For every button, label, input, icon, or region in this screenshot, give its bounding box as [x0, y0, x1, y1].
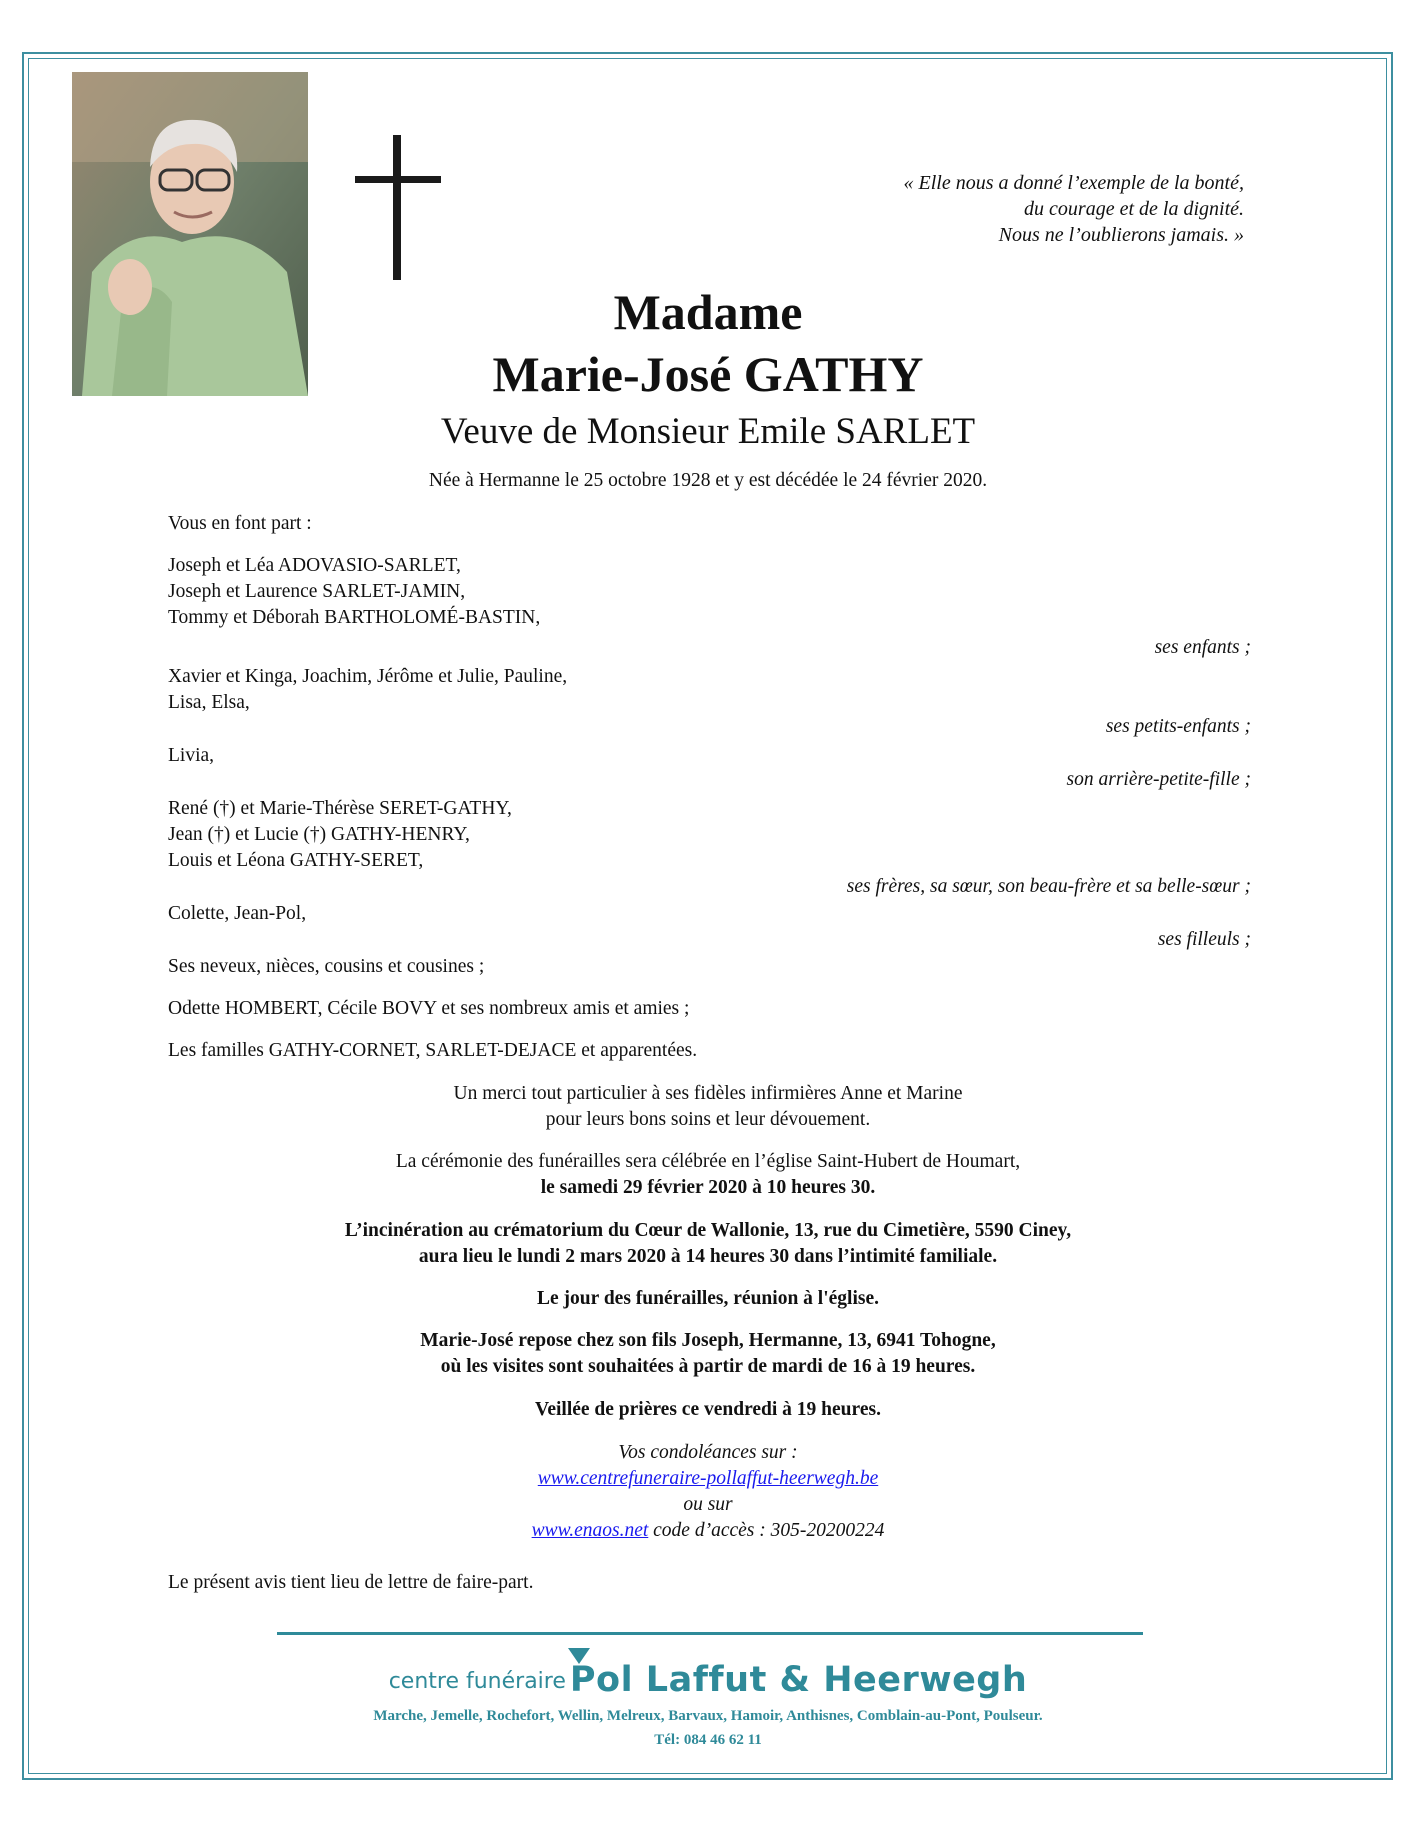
family-line: Odette HOMBERT, Cécile BOVY et ses nombreux amis et amies ; — [168, 998, 690, 1019]
meeting-line: Le jour des funérailles, réunion à l'église. — [537, 1288, 879, 1309]
relation-label: ses petits-enfants ; — [1105, 716, 1251, 737]
footer-phone: Tél: 084 46 62 11 — [654, 1732, 762, 1748]
deceased-name: Marie-José GATHY — [492, 346, 924, 402]
cremation-line: aura lieu le lundi 2 mars 2020 à 14 heures 30 dans l’intimité familiale. — [418, 1246, 998, 1267]
enaos-link[interactable]: www.enaos.net — [531, 1520, 649, 1541]
thanks-line: pour leurs bons soins et leur dévouement. — [545, 1109, 871, 1130]
condolences-intro: Vos condoléances sur : — [618, 1442, 798, 1463]
condolences-code-row — [0, 1518, 1416, 1544]
honorific: Madame — [613, 284, 803, 340]
birth-death-dates: Née à Hermanne le 25 octobre 1928 et y est décédée le 24 février 2020. — [428, 470, 988, 491]
announce-intro: Vous en font part : — [168, 513, 312, 534]
condolences-link-row — [0, 1466, 1416, 1492]
family-line: Xavier et Kinga, Joachim, Jérôme et Julie, Pauline, — [168, 666, 568, 687]
family-line: Les familles GATHY-CORNET, SARLET-DEJACE et apparentées. — [168, 1040, 698, 1061]
ceremony-date: le samedi 29 février 2020 à 10 heures 30. — [540, 1177, 876, 1198]
footer-towns: Marche, Jemelle, Rochefort, Wellin, Melreux, Barvaux, Hamoir, Anthisnes, Comblain-au-Pont, Poulseur. — [373, 1708, 1043, 1724]
relation-label: ses filleuls ; — [1157, 929, 1251, 950]
logo-brand: Pol Laffut & Heerwegh — [569, 1660, 1028, 1700]
family-line: Colette, Jean-Pol, — [168, 903, 307, 924]
family-line: Joseph et Laurence SARLET-JAMIN, — [168, 581, 466, 602]
relation-label: son arrière-petite-fille ; — [1066, 769, 1251, 790]
quote-line: « Elle nous a donné l’exemple de la bonté, — [903, 172, 1244, 194]
condolences-link[interactable]: www.centrefuneraire-pollaffut-heerwegh.be — [537, 1468, 879, 1489]
quote-line: Nous ne l’oublierons jamais. » — [998, 224, 1244, 246]
logo-prefix: centre funéraire — [388, 1669, 566, 1694]
family-line: Lisa, Elsa, — [168, 692, 250, 713]
relation-label: ses enfants ; — [1154, 637, 1251, 658]
family-line: René (†) et Marie-Thérèse SERET-GATHY, — [168, 798, 512, 819]
family-line: Ses neveux, nièces, cousins et cousines ; — [168, 956, 485, 977]
notice-line: Le présent avis tient lieu de lettre de faire-part. — [168, 1572, 534, 1593]
rest-line: Marie-José repose chez son fils Joseph, Hermanne, 13, 6941 Tohogne, — [420, 1330, 996, 1351]
funeral-home-logo — [0, 1660, 1416, 1700]
rest-line: où les visites sont souhaitées à partir de mardi de 16 à 19 heures. — [440, 1356, 976, 1377]
epitaph-quote — [904, 170, 1244, 248]
widow-of: Veuve de Monsieur Emile SARLET — [440, 411, 976, 452]
family-line: Louis et Léona GATHY-SERET, — [168, 850, 424, 871]
quote-line: du courage et de la dignité. — [1024, 198, 1244, 220]
cross-icon — [355, 135, 441, 280]
family-line: Livia, — [168, 745, 215, 766]
access-code: code d’accès : 305-20200224 — [648, 1520, 885, 1541]
vigil-line: Veillée de prières ce vendredi à 19 heures. — [535, 1399, 881, 1420]
cremation-line: L’incinération au crématorium du Cœur de Wallonie, 13, rue du Cimetière, 5590 Ciney, — [344, 1220, 1072, 1241]
relation-label: ses frères, sa sœur, son beau-frère et sa belle-sœur ; — [846, 876, 1251, 897]
ceremony-line: La cérémonie des funérailles sera célébrée en l’église Saint-Hubert de Houmart, — [395, 1151, 1021, 1172]
family-line: Joseph et Léa ADOVASIO-SARLET, — [168, 555, 461, 576]
thanks-line: Un merci tout particulier à ses fidèles infirmières Anne et Marine — [453, 1083, 963, 1104]
family-line: Jean (†) et Lucie (†) GATHY-HENRY, — [168, 824, 470, 845]
condolences-or: ou sur — [683, 1494, 733, 1515]
family-line: Tommy et Déborah BARTHOLOMÉ-BASTIN, — [168, 607, 541, 628]
footer-divider — [277, 1632, 1143, 1635]
